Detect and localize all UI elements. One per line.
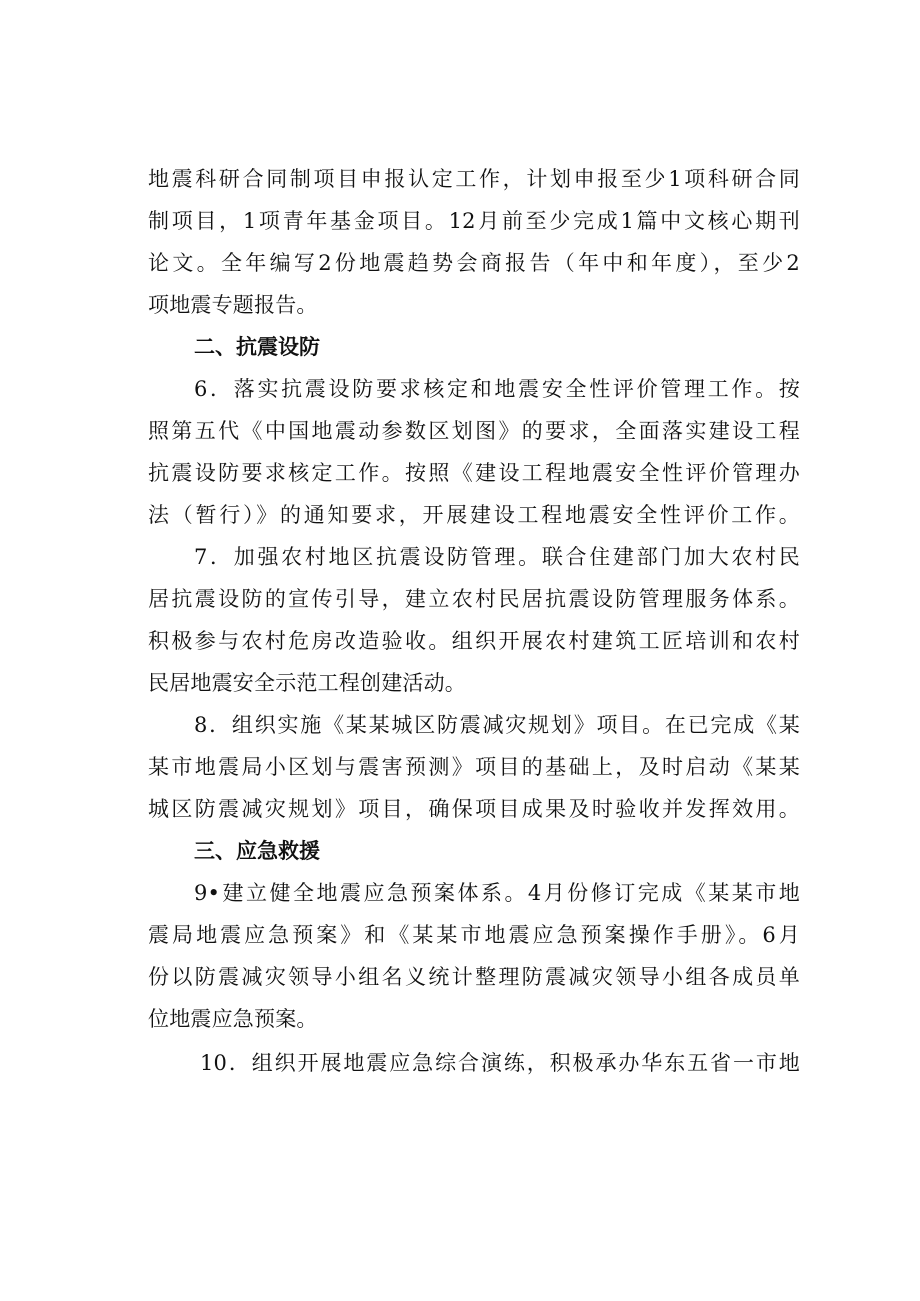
text-line: 7．加强农村地区抗震设防管理。联合住建部门加大农村民	[194, 545, 800, 569]
text-line: 抗震设防要求核定工作。按照《建设工程地震安全性评价管理办	[148, 461, 800, 485]
text-line: 8．组织实施《某某城区防震减灾规划》项目。在已完成《某	[194, 713, 800, 737]
text-line: 某市地震局小区划与震害预测》项目的基础上，及时启动《某某	[148, 755, 800, 779]
text-line: 居抗震设防的宣传引导，建立农村民居抗震设防管理服务体系。	[148, 587, 800, 611]
text-line: 积极参与农村危房改造验收。组织开展农村建筑工匠培训和农村	[148, 629, 800, 653]
text-line: 10．组织开展地震应急综合演练，积极承办华东五省一市地	[200, 1051, 800, 1075]
section-heading-emergency-rescue: 三、应急救援	[194, 839, 320, 863]
text-line: 份以防震减灾领导小组名义统计整理防震减灾领导小组各成员单	[148, 965, 800, 989]
text-line: 位地震应急预案。	[148, 1007, 318, 1031]
text-line: 地震科研合同制项目申报认定工作，计划申报至少1项科研合同	[148, 167, 800, 191]
paragraph-item-8	[148, 704, 800, 830]
text-line: 震局地震应急预案》和《某某市地震应急预案操作手册》。6月	[148, 923, 800, 947]
text-line: 6．落实抗震设防要求核定和地震安全性评价管理工作。按	[194, 377, 800, 401]
text-line: 论文。全年编写2份地震趋势会商报告（年中和年度），至少2	[148, 251, 800, 275]
text-line: 照第五代《中国地震动参数区划图》的要求，全面落实建设工程	[148, 419, 800, 443]
paragraph-item-10	[148, 1042, 800, 1084]
paragraph-item-7	[148, 536, 800, 704]
paragraph-item-6	[148, 368, 800, 536]
text-line: 城区防震减灾规划》项目，确保项目成果及时验收并发挥效用。	[148, 797, 800, 821]
paragraph-item-9	[148, 872, 800, 1040]
text-line: 法（暂行）》的通知要求，开展建设工程地震安全性评价工作。	[148, 503, 800, 527]
text-line: 项地震专题报告。	[148, 293, 318, 317]
text-line: 制项目，1项青年基金项目。12月前至少完成1篇中文核心期刊	[148, 209, 800, 233]
text-line: 9•建立健全地震应急预案体系。4月份修订完成《某某市地	[194, 881, 800, 905]
document-body	[148, 158, 800, 1084]
section-heading-seismic-fortification: 二、抗震设防	[194, 335, 320, 359]
paragraph-continuation	[148, 158, 800, 326]
text-line: 民居地震安全示范工程创建活动。	[148, 671, 466, 695]
